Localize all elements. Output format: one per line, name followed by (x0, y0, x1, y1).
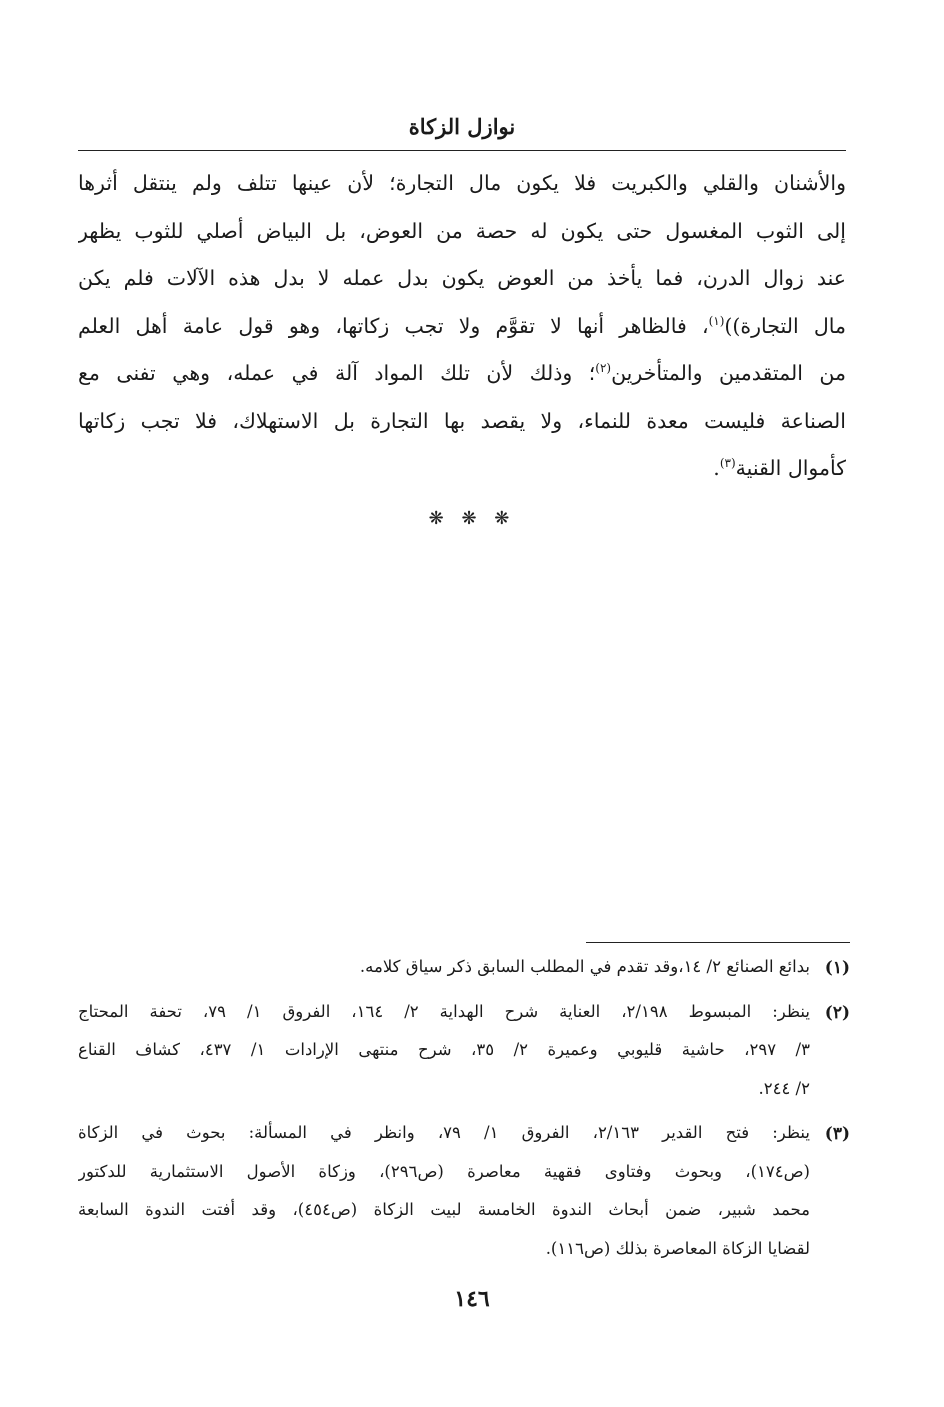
header-title: نوازل الزكاة (408, 114, 516, 139)
footnote-number: (٢) (824, 1002, 850, 1023)
footnote-3 (78, 1114, 850, 1268)
footnote-line: لقضايا الزكاة المعاصرة بذلك (ص١١٦). (545, 1238, 810, 1258)
page-number: ١٤٦ (454, 1286, 490, 1312)
text-line: إلى الثوب المغسول حتى يكون له حصة من العوض، بل البياض أصلي للثوب يظهر (78, 218, 846, 243)
footnote-line: محمد شبير، ضمن أبحاث الندوة الخامسة لبيت الزكاة (ص٤٥٤)، وقد أفتت الندوة السابعة (78, 1200, 810, 1219)
text-line (78, 445, 846, 493)
section-separator: ❋ ❋ ❋ (428, 508, 516, 529)
text-line: والأشنان والقلي والكبريت فلا يكون مال التجارة؛ لأن عينها تتلف ولم ينتقل أثرها (78, 171, 846, 195)
main-text (78, 160, 846, 493)
text-segment: مال التجارة)) (724, 313, 846, 338)
text-line: الصناعة فليست معدة للنماء، ولا يقصد بها التجارة بل الاستهلاك، فلا تجب زكاتها (78, 408, 846, 433)
footnotes (78, 948, 850, 1274)
footnote-number: (٣) (824, 1124, 850, 1144)
footnote-1 (78, 948, 850, 987)
text-segment: من المتقدمين والمتأخرين (611, 361, 846, 385)
footnote-line: بدائع الصنائع ٢/ ١٤،وقد تقدم في المطلب السابق ذكر سياق كلامه. (359, 957, 810, 976)
footnote-line: ينظر: المبسوط ٢/١٩٨، العناية شرح الهداية ٢/ ١٦٤، الفروق ١/ ٧٩، تحفة المحتاج (78, 1001, 810, 1021)
footnote-rule (586, 942, 850, 943)
running-header (78, 110, 846, 151)
text-line (78, 303, 846, 351)
footnote-2 (78, 993, 850, 1109)
text-segment: كأموال القنية (735, 456, 846, 480)
footnote-ref-3[interactable]: (٣) (719, 456, 736, 471)
footnote-line: ينظر: فتح القدير ٢/١٦٣، الفروق ١/ ٧٩، وانظر في المسألة: بحوث في الزكاة (78, 1123, 810, 1142)
footnote-line: (ص١٧٤)، وبحوث وفتاوى فقهية معاصرة (ص٢٩٦)، وزكاة الأصول الاستثمارية للدكتور (78, 1161, 810, 1181)
text-segment: ؛ وذلك لأن تلك المواد آلة في عمله، وهي تفنى مع (78, 361, 596, 385)
text-segment: . (713, 456, 720, 480)
text-segment: ، فالظاهر أنها لا تقوَّم ولا تجب زكاتها، وهو قول عامة أهل العلم (78, 313, 709, 338)
footnote-ref-1[interactable]: (١) (708, 313, 725, 328)
footnote-line: ٢/ ٢٤٤. (758, 1078, 810, 1098)
footnote-number: (١) (824, 958, 850, 978)
footnote-line: ٣/ ٢٩٧، حاشية قليوبي وعميرة ٢/ ٣٥، شرح منتهى الإرادات ١/ ٤٣٧، كشاف القناع (78, 1040, 810, 1059)
text-line: عند زوال الدرن، فما يأخذ من العوض يكون بدل عمله لا بدل هذه الآلات فلم يكن (78, 266, 846, 290)
text-line (78, 350, 846, 398)
footnote-ref-2[interactable]: (٢) (595, 361, 612, 376)
